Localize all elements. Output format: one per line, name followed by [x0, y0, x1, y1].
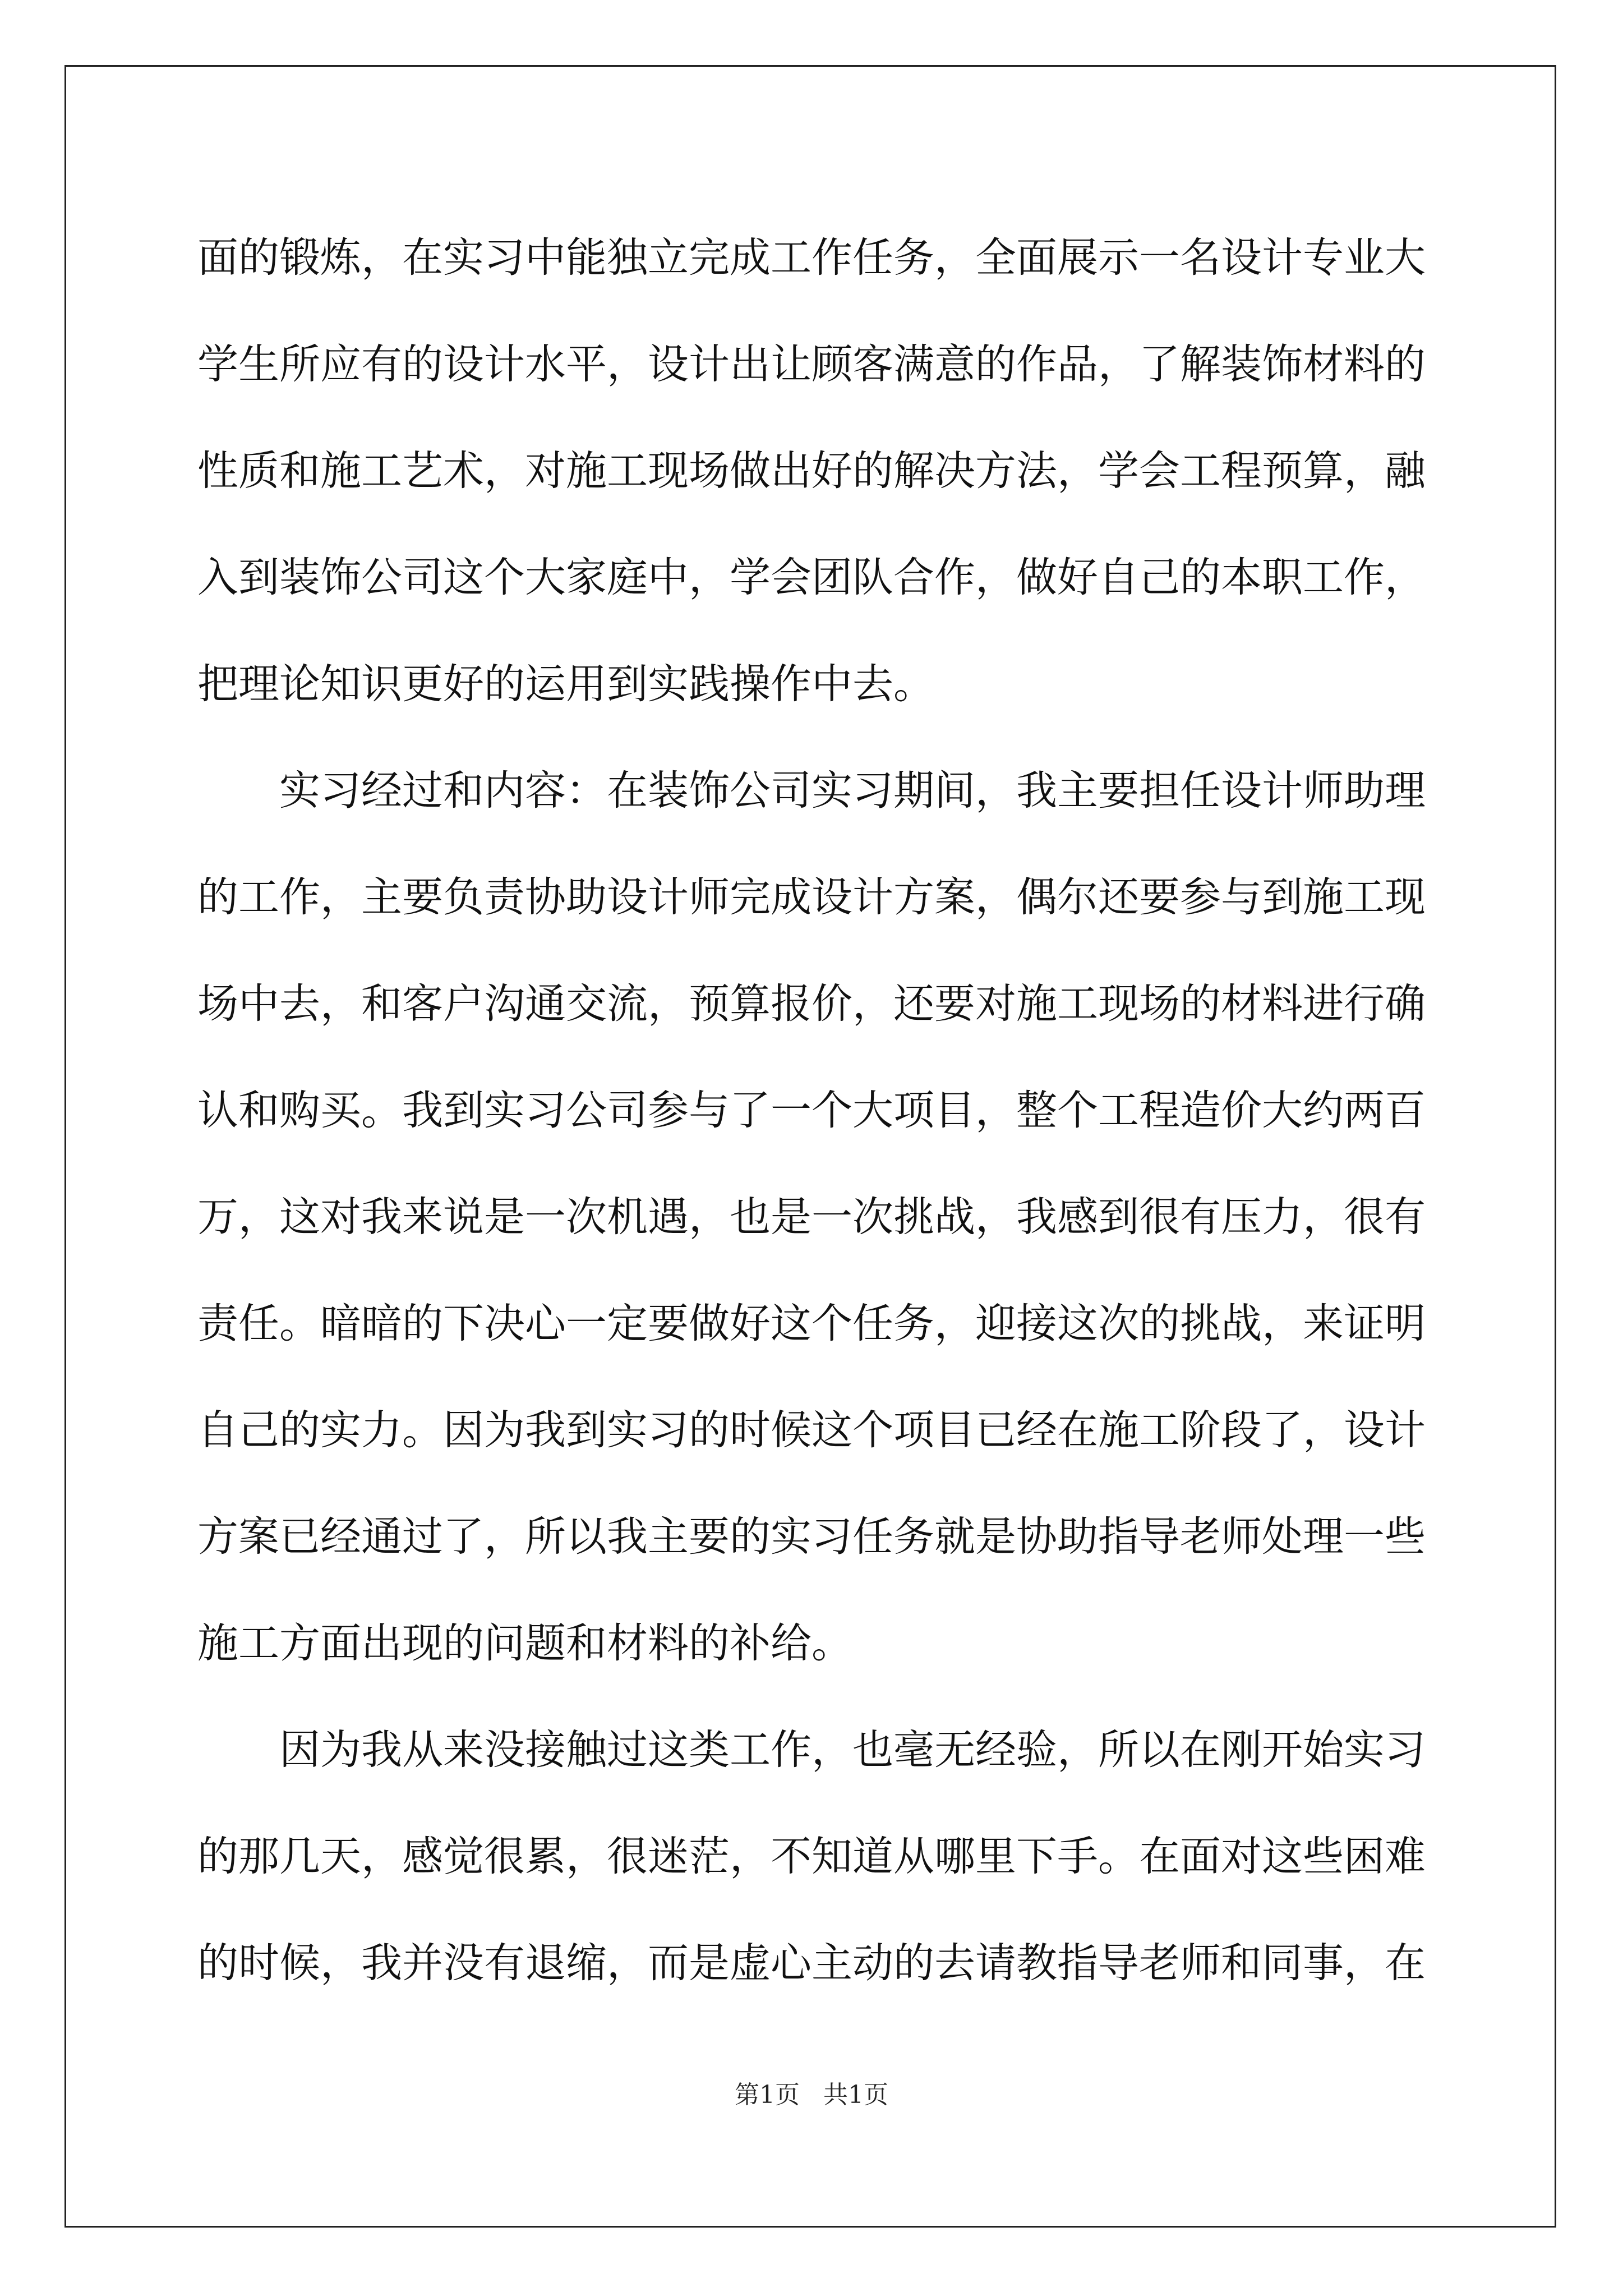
paragraph-1: 面的锻炼，在实习中能独立完成工作任务，全面展示一名设计专业大学生所应有的设计水平，设计出让顾客满意的作品，了解装饰材料的性质和施工艺术，对施工现场做出好的解决方法，学会工程预算，融入到装饰公司这个大家庭中，学会团队合作，做好自己的本职工作，把理论知识更好的运用到实践操作中去。 — [197, 234, 1426, 708]
paragraph-2: 实习经过和内容：在装饰公司实习期间，我主要担任设计师助理的工作，主要负责协助设计师完成设计方案，偶尔还要参与到施工现场中去，和客户沟通交流，预算报价，还要对施工现场的材料进行确认和购买。我到实习公司参与了一个大项目，整个工程造价大约两百万，这对我来说是一次机遇，也是一次挑战，我感到很有压力，很有责任。暗暗的下决心一定要做好这个任务，迎接这次的挑战，来证明自己的实力。因为我到实习的时候这个项目已经在施工阶段了，设计方案已经通过了，所以我主要的实习任务就是协助指导老师处理一些施工方面出现的问题和材料的补给。 — [197, 767, 1426, 1667]
paragraph-3: 因为我从来没接触过这类工作，也毫无经验，所以在刚开始实习的那几天，感觉很累，很迷茫，不知道从哪里下手。在面对这些困难的时候，我并没有退缩，而是虚心主动的去请教指导老师和同事，在 — [197, 1726, 1426, 1987]
page-footer: 第1页 共1页 — [735, 2081, 888, 2109]
document-body — [197, 205, 1426, 2017]
